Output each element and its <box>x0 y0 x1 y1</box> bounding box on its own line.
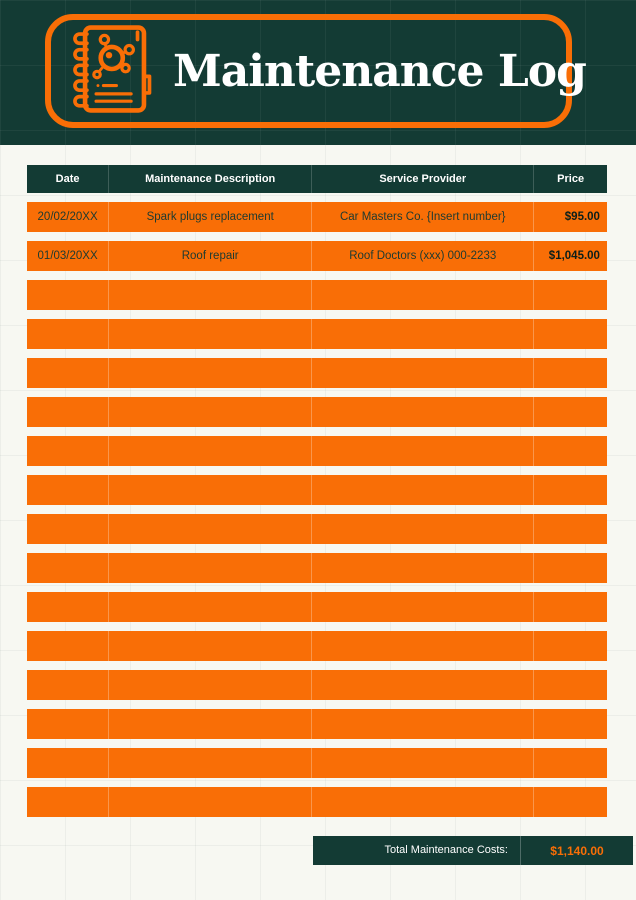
cell-price <box>533 280 607 310</box>
table-row <box>27 241 607 271</box>
total-bar <box>313 836 633 865</box>
cell-description <box>108 670 311 700</box>
table-row <box>27 475 607 505</box>
cell-date <box>27 475 108 505</box>
table-row <box>27 748 607 778</box>
cell-provider <box>311 709 533 739</box>
table-header-row <box>27 165 607 193</box>
cell-description <box>108 631 311 661</box>
cell-description: Roof repair <box>108 241 311 271</box>
cell-provider <box>311 358 533 388</box>
cell-date: 20/02/20XX <box>37 211 98 223</box>
cell-description <box>108 709 311 739</box>
cell-date: 01/03/20XX <box>37 250 98 262</box>
table-row <box>27 202 607 232</box>
cell-description <box>108 787 311 817</box>
cell-provider <box>311 319 533 349</box>
cell-price <box>533 397 607 427</box>
table-row <box>27 319 607 349</box>
total-label: Total Maintenance Costs: <box>313 836 521 865</box>
cell-provider <box>311 631 533 661</box>
cell-date <box>27 748 108 778</box>
cell-date <box>27 592 108 622</box>
cell-price <box>533 553 607 583</box>
maintenance-table <box>27 165 607 817</box>
cell-provider <box>311 514 533 544</box>
cell-date <box>27 436 108 466</box>
cell-provider <box>311 592 533 622</box>
cell-price <box>533 748 607 778</box>
table-row <box>27 436 607 466</box>
cell-provider <box>311 475 533 505</box>
cell-price <box>533 475 607 505</box>
table-row <box>27 553 607 583</box>
page-title: Maintenance Log <box>173 45 586 97</box>
cell-price <box>533 592 607 622</box>
table-row <box>27 787 607 817</box>
table-row <box>27 397 607 427</box>
cell-date <box>27 709 108 739</box>
cell-provider <box>311 280 533 310</box>
banner-frame <box>45 14 586 128</box>
column-header-price: Price <box>533 165 607 193</box>
cell-price: $95.00 <box>533 202 607 232</box>
cell-description <box>108 280 311 310</box>
table-row <box>27 631 607 661</box>
cell-date <box>27 631 108 661</box>
cell-provider <box>311 748 533 778</box>
cell-description <box>108 514 311 544</box>
cell-description <box>108 592 311 622</box>
table-row <box>27 592 607 622</box>
cell-price <box>533 631 607 661</box>
cell-date <box>27 358 108 388</box>
cell-provider <box>311 787 533 817</box>
cell-date <box>27 397 108 427</box>
cell-price <box>533 514 607 544</box>
column-header-provider: Service Provider <box>311 165 533 193</box>
cell-description <box>108 319 311 349</box>
table-row <box>27 709 607 739</box>
cell-provider <box>311 670 533 700</box>
cell-price <box>533 358 607 388</box>
table-row <box>27 358 607 388</box>
cell-date <box>27 280 108 310</box>
cell-description <box>108 358 311 388</box>
cell-description <box>108 748 311 778</box>
table-row <box>27 514 607 544</box>
cell-price <box>533 787 607 817</box>
column-header-description: Maintenance Description <box>108 165 311 193</box>
cell-provider: Roof Doctors (xxx) 000-2233 <box>311 241 533 271</box>
cell-description: Spark plugs replacement <box>108 202 311 232</box>
cell-description <box>108 553 311 583</box>
cell-description <box>108 397 311 427</box>
cell-date <box>27 514 108 544</box>
cell-date <box>27 319 108 349</box>
cell-description <box>108 436 311 466</box>
table-body <box>27 202 607 817</box>
footer <box>0 836 636 865</box>
cell-description <box>108 475 311 505</box>
cell-provider <box>311 436 533 466</box>
cell-price <box>533 709 607 739</box>
cell-date <box>27 670 108 700</box>
cell-provider <box>311 553 533 583</box>
cell-provider <box>311 397 533 427</box>
cell-price: $1,045.00 <box>533 241 607 271</box>
table-row <box>27 280 607 310</box>
header-banner <box>0 0 636 145</box>
cell-date <box>27 787 108 817</box>
cell-price <box>533 670 607 700</box>
cell-date <box>27 553 108 583</box>
cell-price <box>533 319 607 349</box>
notebook-icon <box>63 21 155 122</box>
table-row <box>27 670 607 700</box>
total-value: $1,140.00 <box>550 843 604 858</box>
cell-price <box>533 436 607 466</box>
cell-provider: Car Masters Co. {Insert number} <box>311 202 533 232</box>
column-header-date: Date <box>55 173 80 185</box>
